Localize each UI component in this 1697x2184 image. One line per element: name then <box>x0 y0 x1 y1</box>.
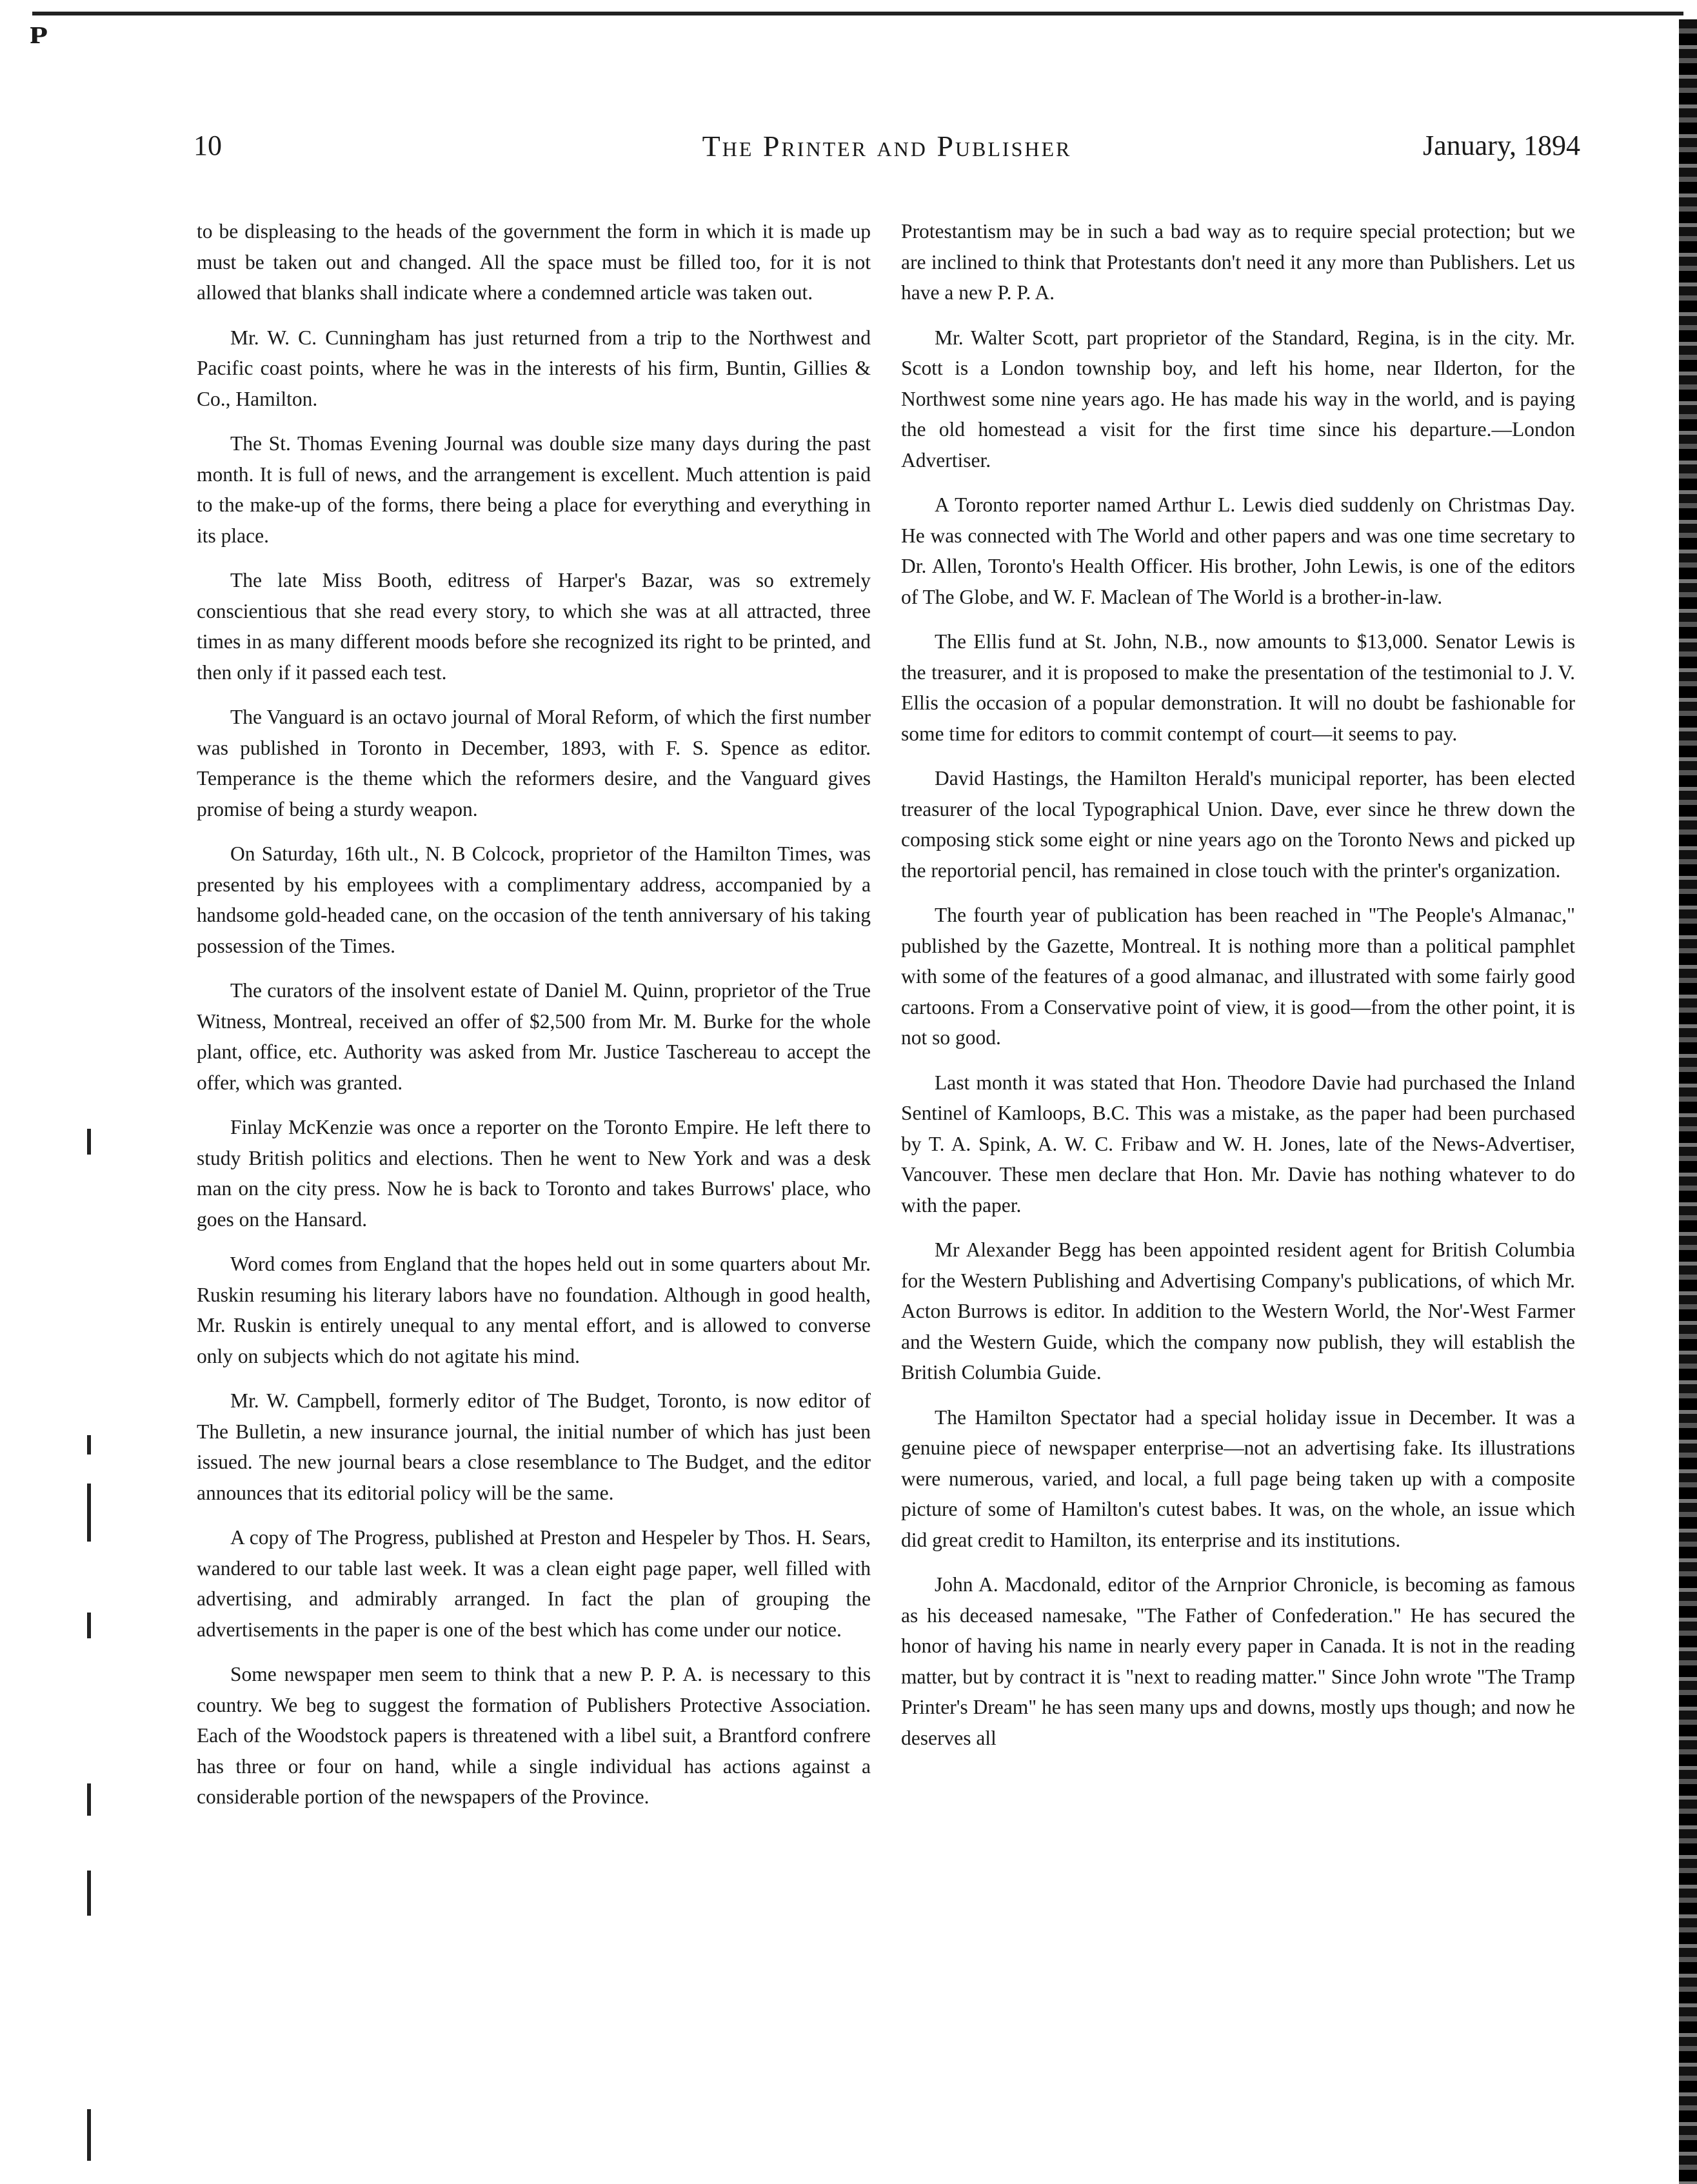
article-paragraph: The Vanguard is an octavo journal of Moral Reform, of which the first number was published in Toronto in December, 1893, with F. S. Spence as editor. Temperance is the theme which the reformers desire, and the Vanguard gives promise of being a sturdy weapon. <box>197 706 871 820</box>
article-paragraph: The St. Thomas Evening Journal was double size many days during the past month. It is full of news, and the arrangement is excellent. Much attention is paid to the make-up of the forms, there being a place for everything and everything in its place. <box>197 432 871 547</box>
article-paragraph: Last month it was stated that Hon. Theodore Davie had purchased the Inland Sentinel of Kamloops, B.C. This was a mistake, as the paper had been purchased by T. A. Spink, A. W. C. Fribaw and W. H. Jones, late of the News-Advertiser, Vancouver. These men declare that Hon. Mr. Davie has nothing whatever to do with the paper. <box>901 1071 1575 1216</box>
article-paragraph: Mr Alexander Begg has been appointed resident agent for British Columbia for the Western Publishing and Advertising Company's publications, of which Mr. Acton Burrows is editor. In addition to the Western World, the Nor'-West Farmer and the Western Guide, which the company now publish, they will establish the British Columbia Guide. <box>901 1238 1575 1384</box>
article-paragraph: The curators of the insolvent estate of Daniel M. Quinn, proprietor of the True Witness, Montreal, received an offer of $2,500 from Mr. M. Burke for the whole plant, office, etc. Authority was asked from Mr. Justice Taschereau to accept the offer, which was granted. <box>197 979 871 1094</box>
issue-date: January, 1894 <box>1423 130 1580 161</box>
right-column <box>901 216 1575 1767</box>
running-head <box>194 129 1580 174</box>
article-paragraph: Mr. W. Campbell, formerly editor of The Budget, Toronto, is now editor of The Bulletin, a new insurance journal, the initial number of which has just been issued. The new journal bears a close resemblance to The Budget, and the editor announces that its editorial policy will be the same. <box>197 1389 871 1504</box>
article-paragraph: John A. Macdonald, editor of the Arnprior Chronicle, is becoming as famous as his deceased namesake, "The Father of Confederation." He has secured the honor of having his name in nearly every paper in Canada. It is not in the reading matter, but by contract it is "next to reading matter." Since John wrote "The Tramp Printer's Dream" he has seen many ups and downs, mostly ups though; and now he deserves all <box>901 1573 1575 1749</box>
margin-mark <box>87 1783 91 1816</box>
article-paragraph: A copy of The Progress, published at Preston and Hespeler by Thos. H. Sears, wandered to our table last week. It was a clean eight page paper, well filled with advertising, and admirably arranged. In fact the plan of grouping the advertisements in the paper is one of the best which has come under our notice. <box>197 1526 871 1641</box>
article-paragraph: Protestantism may be in such a bad way as to require special protection; but we are inclined to think that Protestants don't need it any more than Publishers. Let us have a new P. P. A. <box>901 220 1575 304</box>
article-paragraph: Mr. W. C. Cunningham has just returned from a trip to the Northwest and Pacific coast points, where he was in the interests of his firm, Buntin, Gillies & Co., Hamilton. <box>197 326 871 410</box>
corner-scan-mark: ᴘ <box>30 12 48 51</box>
margin-mark <box>87 1871 91 1916</box>
margin-mark <box>87 1435 91 1454</box>
journal-title: The Printer and Publisher <box>702 130 1072 163</box>
article-paragraph: Some newspaper men seem to think that a new P. P. A. is necessary to this country. We beg to suggest the formation of Publishers Protective Association. Each of the Woodstock papers is threatened with a libel suit, a Brantford confrere has three or four on hand, while a single individual has actions against a considerable portion of the newspapers of the Province. <box>197 1663 871 1808</box>
article-paragraph: The late Miss Booth, editress of Harper's Bazar, was so extremely conscientious that she read every story, to which she was at all attracted, three times in as many different moods before she recognized its right to be printed, and then only if it passed each test. <box>197 569 871 684</box>
margin-mark <box>87 1484 91 1542</box>
article-paragraph: to be displeasing to the heads of the government the form in which it is made up must be taken out and changed. All the space must be filled too, for it is not allowed that blanks shall indicate where a condemned article was taken out. <box>197 220 871 304</box>
article-paragraph: On Saturday, 16th ult., N. B Colcock, proprietor of the Hamilton Times, was presented by his employees with a complimentary address, accompanied by a handsome gold-headed cane, on the occasion of the tenth anniversary of his taking possession of the Times. <box>197 842 871 957</box>
article-paragraph: David Hastings, the Hamilton Herald's municipal reporter, has been elected treasurer of the local Typographical Union. Dave, ever since he threw down the composing stick some eight or nine years ago on the Toronto News and picked up the reportorial pencil, has remained in close touch with the printer's organization. <box>901 767 1575 882</box>
article-paragraph: The Hamilton Spectator had a special holiday issue in December. It was a genuine piece of newspaper enterprise—not an advertising fake. Its illustrations were numerous, varied, and local, a full page being taken up with a composite picture of some of Hamilton's cutest babes. It was, on the whole, an issue which did great credit to Hamilton, its enterprise and its institutions. <box>901 1405 1575 1551</box>
article-paragraph: The Ellis fund at St. John, N.B., now amounts to $13,000. Senator Lewis is the treasurer, and it is proposed to make the presentation of the testimonial to J. V. Ellis the occasion of a popular demonstration. It will no doubt be fashionable for some time for editors to commit contempt of court—it seems to pay. <box>901 630 1575 745</box>
top-edge-rule <box>32 12 1683 15</box>
margin-mark <box>87 1129 91 1155</box>
margin-mark <box>87 2109 91 2161</box>
left-column <box>197 216 871 1827</box>
scan-edge-shadow <box>1679 19 1697 2184</box>
article-paragraph: Word comes from England that the hopes held out in some quarters about Mr. Ruskin resuming his literary labors have no foundation. Although in good health, Mr. Ruskin is entirely unequal to any mental effort, and is allowed to converse only on subjects which do not agitate his mind. <box>197 1253 871 1367</box>
article-paragraph: A Toronto reporter named Arthur L. Lewis died suddenly on Christmas Day. He was connected with The World and other papers and was one time secretary to Dr. Allen, Toronto's Health Officer. His brother, John Lewis, is one of the editors of The Globe, and W. F. Maclean of The World is a brother-in-law. <box>901 493 1575 608</box>
article-paragraph: The fourth year of publication has been reached in "The People's Almanac," published by the Gazette, Montreal. It is nothing more than a political pamphlet with some of the features of a good almanac, and illustrated with some fairly good cartoons. From a Conservative point of view, it is good—from the other point, it is not so good. <box>901 904 1575 1049</box>
article-paragraph: Mr. Walter Scott, part proprietor of the Standard, Regina, is in the city. Mr. Scott is a London township boy, and left his home, near Ilderton, for the Northwest some nine years ago. He has made his way in the world, and is paying the old homestead a visit for the first time since his departure.—London Advertiser. <box>901 326 1575 472</box>
article-paragraph: Finlay McKenzie was once a reporter on the Toronto Empire. He left there to study British politics and elections. Then he went to New York and was a desk man on the city press. Now he is back to Toronto and takes Burrows' place, who goes on the Hansard. <box>197 1116 871 1231</box>
margin-mark <box>87 1613 91 1638</box>
page-number: 10 <box>194 130 222 161</box>
